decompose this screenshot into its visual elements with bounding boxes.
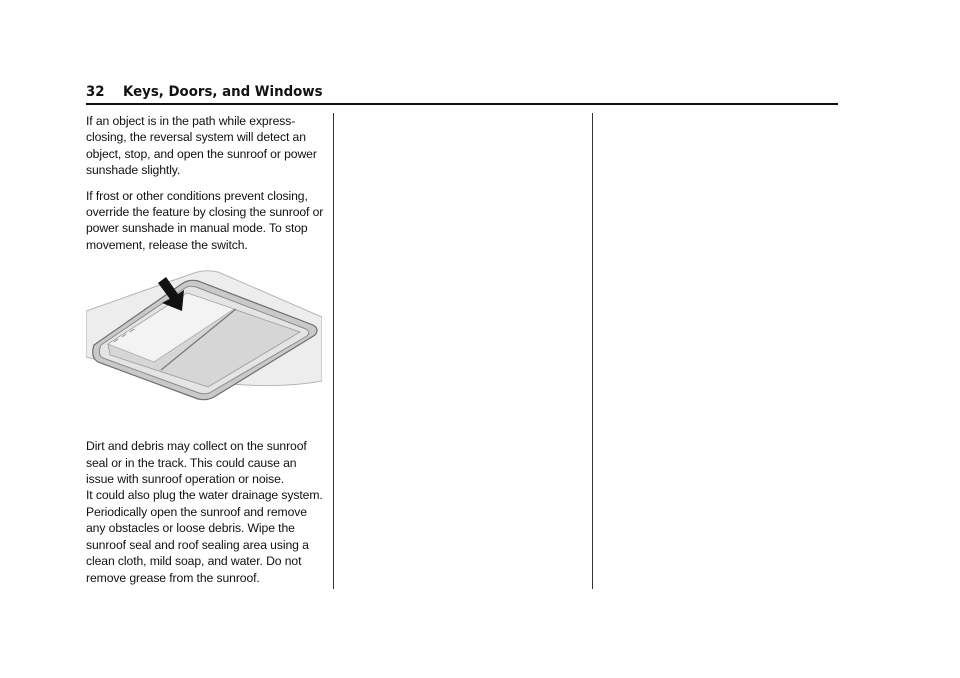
column-divider-2 <box>592 113 593 589</box>
page-header <box>86 84 778 104</box>
sunroof-illustration <box>86 269 322 424</box>
column-divider-1 <box>333 113 334 589</box>
section-title: Keys, Doors, and Windows <box>122 84 323 100</box>
paragraph-override: If frost or other conditions prevent closing, override the feature by closing the sunroof or power sunshade in manual mode. To stop movement, release the switch. <box>86 188 324 252</box>
header-rule <box>86 103 838 105</box>
paragraph-dirt-debris: Dirt and debris may collect on the sunroof seal or in the track. This could cause an issue with sunroof operation or noise. <box>86 439 307 487</box>
paragraph-reversal-system: If an object is in the path while express-closing, the reversal system will detect an object, stop, and open the sunroof or power sunshade slightly. <box>86 114 317 178</box>
sunroof-drawing <box>86 269 322 424</box>
page-number: 32 <box>86 84 105 100</box>
paragraph-maintenance: It could also plug the water drainage system. Periodically open the sunroof and remove any obstacles or loose debris. Wipe the sunroof seal and roof sealing area using a clean cloth, mild soap, and water. Do not remove grease from the sunroof. <box>86 488 323 585</box>
column-1 <box>86 113 326 595</box>
